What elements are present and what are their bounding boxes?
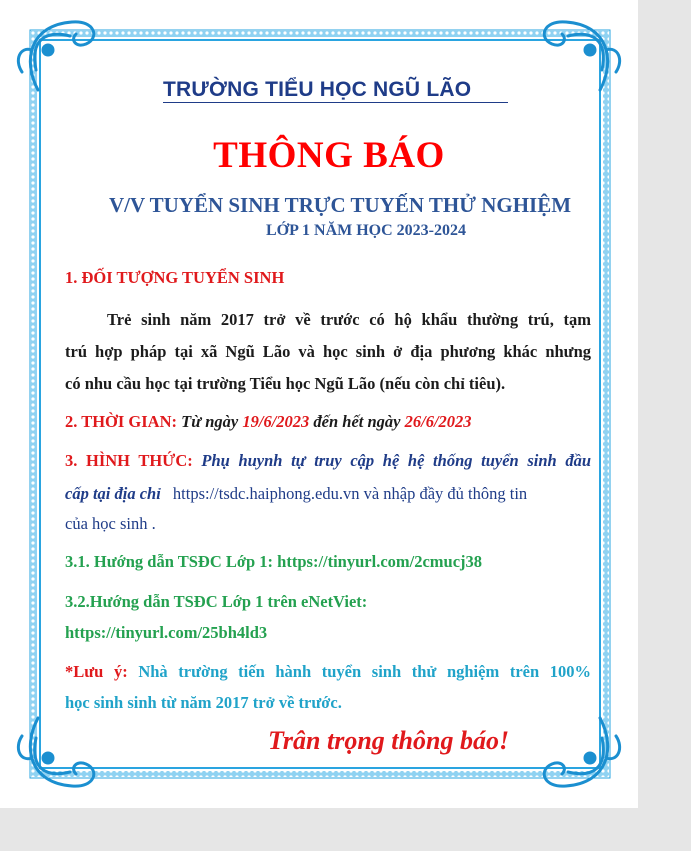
section-3-text-2: cấp tại địa chỉ [65,484,161,503]
section-3-text-1: Phụ huynh tự truy cập hệ hệ thống tuyển sinh đầu [201,451,592,470]
subject-line-1: V/V TUYỂN SINH TRỰC TUYẾN THỬ NGHIỆM [108,193,572,217]
section-1-line-2: trú hợp pháp tại xã Ngũ Lão và học sinh ở địa phương khác nhưng [65,342,591,361]
guide-2-link: https://tinyurl.com/25bh4ld3 [65,623,268,642]
section-1-line-3: có nhu cầu học tại trường Tiểu học Ngũ Lão (nếu còn chỉ tiêu). [65,374,506,393]
subject-line-2: LỚP 1 NĂM HỌC 2023-2024 [266,222,466,239]
note-line-1 [65,662,591,682]
note-line-2: học sinh sinh từ năm 2017 trở về trước. [65,693,342,712]
section-2-start-date: 19/6/2023 [242,412,310,431]
section-3-line-2 [65,484,591,504]
section-1-heading: 1. ĐỐI TƯỢNG TUYỂN SINH [65,268,285,287]
section-3-line-1 [65,451,591,471]
section-1-line-1: Trẻ sinh năm 2017 trở về trước có hộ khẩu thường trú, tạm [107,310,591,329]
section-2-time [65,412,591,432]
guide-2-line-1: 3.2.Hướng dẫn TSĐC Lớp 1 trên eNetViet: [65,592,368,611]
section-2-end-date: 26/6/2023 [404,412,472,431]
note-label: *Lưu ý: [65,662,128,681]
registration-url: https://tsdc.haiphong.edu.vn và nhập đầy đủ thông tin [172,484,528,503]
section-2-label: 2. THỜI GIAN: [65,412,178,431]
section-3-label: 3. HÌNH THỨC: [65,451,193,470]
section-2-from: Từ ngày [181,412,239,431]
closing-text: Trân trọng thông báo! [268,726,510,755]
section-3-line-3: của học sinh . [65,514,156,533]
section-2-to: đến hết ngày [313,412,401,431]
note-text-1: Nhà trường tiến hành tuyển sinh thử nghiệm trên 100% [138,662,592,681]
guide-1-link: 3.1. Hướng dẫn TSĐC Lớp 1: https://tinyurl.com/2cmucj38 [65,552,483,571]
notice-title: THÔNG BÁO [213,135,445,176]
school-name: TRƯỜNG TIỂU HỌC NGŨ LÃO [163,78,508,103]
